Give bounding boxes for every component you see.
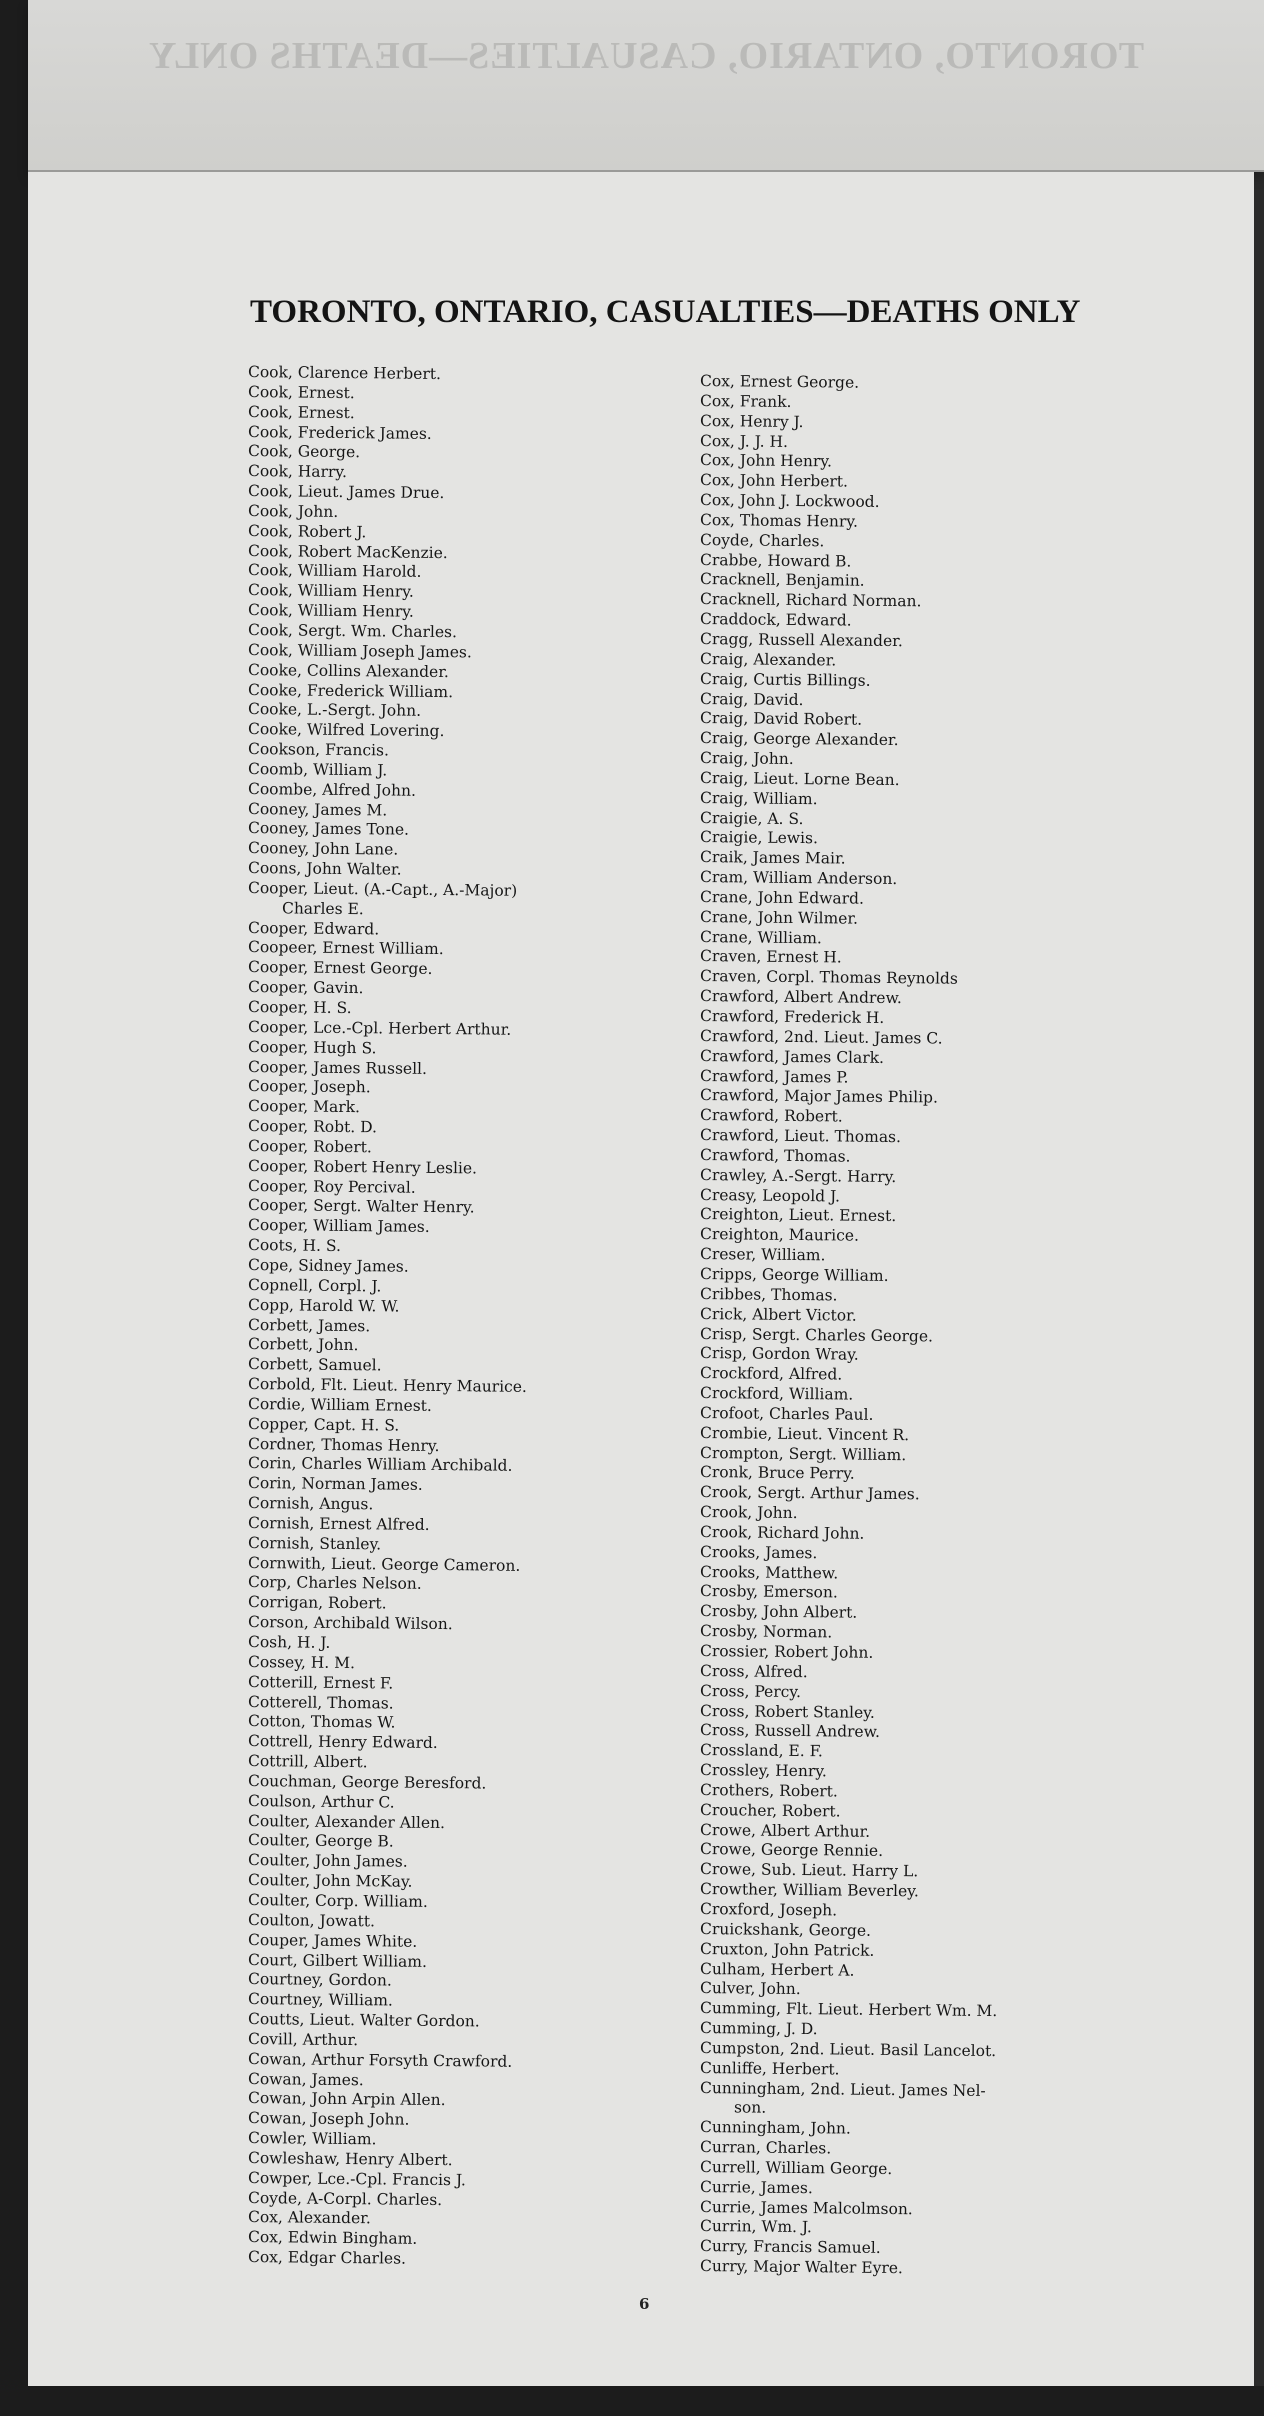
casualty-entry: Crook, Sergt. Arthur James. xyxy=(699,1483,920,1504)
casualty-entry: Coomb, William J. xyxy=(247,759,388,780)
casualty-entry: Cowler, William. xyxy=(247,2129,377,2149)
casualty-entry: Craig, John. xyxy=(699,749,794,769)
casualty-entry: Cook, Sergt. Wm. Charles. xyxy=(247,620,458,642)
casualty-entry: Crane, William. xyxy=(699,927,822,947)
casualty-entry: Crossley, Henry. xyxy=(699,1761,828,1781)
casualty-entry: Coulter, John McKay. xyxy=(247,1871,413,1891)
casualty-entry: Cox, John Herbert. xyxy=(699,471,849,491)
casualty-entry: Cox, Edwin Bingham. xyxy=(247,2228,418,2249)
casualty-entry: Cunningham, John. xyxy=(699,2118,851,2138)
casualty-entry: Cooke, L.-Sergt. John. xyxy=(247,700,422,721)
casualty-entry: Cumming, J. D. xyxy=(699,2019,818,2039)
casualty-entry: Cunningham, 2nd. Lieut. James Nel- xyxy=(699,2078,986,2100)
casualty-entry: Crawford, 2nd. Lieut. James C. xyxy=(699,1026,943,1048)
casualty-entry: Cook, William Henry. xyxy=(247,581,414,602)
casualty-entry: Covill, Arthur. xyxy=(247,2029,359,2050)
casualty-entry: Curry, Major Walter Eyre. xyxy=(699,2257,903,2278)
casualty-entry: Crosby, Emerson. xyxy=(699,1582,838,1602)
casualty-entry: Crabbe, Howard B. xyxy=(699,550,852,571)
casualty-entry: Cooper, James Russell. xyxy=(247,1057,428,1078)
casualty-entry: Corbett, James. xyxy=(247,1315,371,1335)
casualty-entry: Cowan, John Arpin Allen. xyxy=(247,2089,446,2110)
casualty-entry: Cooper, Lce.-Cpl. Herbert Arthur. xyxy=(247,1017,512,1039)
casualty-entry: Crawford, Frederick H. xyxy=(699,1007,885,1027)
name-column-left xyxy=(248,363,708,2268)
bleed-through-title: TORONTO, ONTARIO, CASUALTIES—DEATHS ONLY xyxy=(147,35,1145,77)
casualty-entry: Cornish, Ernest Alfred. xyxy=(247,1513,430,1534)
casualty-entry: Cornwith, Lieut. George Cameron. xyxy=(247,1553,521,1575)
casualty-entry: Cowan, Arthur Forsyth Crawford. xyxy=(247,2049,513,2071)
casualty-entry: Cottrill, Albert. xyxy=(247,1752,368,1772)
casualty-entry: Cram, William Anderson. xyxy=(699,868,898,889)
casualty-entry: Craven, Corpl. Thomas Reynolds xyxy=(699,967,958,989)
casualty-entry: Crawford, James P. xyxy=(699,1066,849,1087)
casualty-entry: Cooper, Edward. xyxy=(247,918,380,938)
casualty-entry: Corson, Archibald Wilson. xyxy=(247,1613,453,1634)
casualty-entry: Craig, George Alexander. xyxy=(699,729,899,750)
casualty-entry: Coots, H. S. xyxy=(247,1236,342,1256)
casualty-entry: Cordie, William Ernest. xyxy=(247,1394,432,1415)
casualty-entry: Cook, John. xyxy=(247,501,339,521)
casualty-entry: Cook, Clarence Herbert. xyxy=(247,363,442,384)
casualty-entry: Crawford, Robert. xyxy=(699,1106,843,1126)
casualty-entry: Cox, John Henry. xyxy=(699,451,833,471)
casualty-entry: Cox, J. J. H. xyxy=(699,431,789,451)
casualty-entry: Crooks, James. xyxy=(699,1542,818,1563)
casualty-entry: Creasy, Leopold J. xyxy=(699,1185,841,1206)
casualty-entry: Creser, William. xyxy=(699,1245,826,1265)
casualty-entry: Cooper, Robert Henry Leslie. xyxy=(247,1156,478,1178)
casualty-entry: Cross, Alfred. xyxy=(699,1661,808,1681)
casualty-entry: Crook, John. xyxy=(699,1503,798,1523)
casualty-entry: Crick, Albert Victor. xyxy=(699,1304,857,1325)
casualty-entry: Cowleshaw, Henry Albert. xyxy=(247,2148,453,2170)
casualty-entry: Cox, John J. Lockwood. xyxy=(699,491,880,511)
casualty-entry: Crawford, Lieut. Thomas. xyxy=(699,1126,902,1147)
casualty-entry: Cooney, John Lane. xyxy=(247,839,399,859)
casualty-entry: Cracknell, Benjamin. xyxy=(699,570,865,591)
casualty-entry: Cross, Percy. xyxy=(699,1681,802,1701)
casualty-entry: Cooper, Ernest George. xyxy=(247,958,433,979)
casualty-entry: Cope, Sidney James. xyxy=(247,1255,409,1276)
casualty-entry: Craig, Curtis Billings. xyxy=(699,669,871,690)
scan-border-bottom xyxy=(0,2386,1264,2416)
casualty-entry: Copp, Harold W. W. xyxy=(247,1295,400,1316)
casualty-entry: Coulter, Corp. William. xyxy=(247,1890,428,1911)
casualty-entry: Cruxton, John Patrick. xyxy=(699,1939,875,1960)
casualty-entry: Corbett, Samuel. xyxy=(247,1355,382,1375)
casualty-entry: Cracknell, Richard Norman. xyxy=(699,590,922,611)
casualty-entry: Cox, Alexander. xyxy=(247,2208,371,2228)
casualty-entry: Crowe, Sub. Lieut. Harry L. xyxy=(699,1860,919,1881)
casualty-entry: Cooper, Sergt. Walter Henry. xyxy=(247,1196,475,1217)
casualty-entry: Curry, Francis Samuel. xyxy=(699,2237,881,2258)
casualty-entry: Corin, Norman James. xyxy=(247,1474,423,1495)
casualty-entry: Cox, Frank. xyxy=(699,391,792,411)
casualty-entry: Coulton, Jowatt. xyxy=(247,1910,376,1931)
casualty-entry: Cookson, Francis. xyxy=(247,740,390,760)
casualty-entry: Cooper, Joseph. xyxy=(247,1077,371,1097)
casualty-entry: Cooper, H. S. xyxy=(247,998,352,1018)
casualty-entry: Cowan, James. xyxy=(247,2069,364,2089)
casualty-entry: Coulter, Alexander Allen. xyxy=(247,1811,446,1832)
casualty-entry: Courtney, William. xyxy=(247,1990,393,2010)
casualty-entry: Coulson, Arthur C. xyxy=(247,1791,395,1812)
scan-border-left xyxy=(0,0,28,2416)
casualty-entry: Curran, Charles. xyxy=(699,2138,832,2158)
casualty-entry: Crisp, Gordon Wray. xyxy=(699,1344,859,1365)
casualty-entry: Coyde, A-Corpl. Charles. xyxy=(247,2188,443,2209)
casualty-entry: Corrigan, Robert. xyxy=(247,1593,387,1613)
casualty-entry: Crawley, A.-Sergt. Harry. xyxy=(699,1165,897,1186)
casualty-entry: Cooper, Robert. xyxy=(247,1136,372,1157)
casualty-entry: Cook, Frederick James. xyxy=(247,422,432,443)
casualty-entry: Crawford, Albert Andrew. xyxy=(699,987,902,1008)
casualty-entry: Coulter, George B. xyxy=(247,1831,394,1851)
casualty-entry: Corbold, Flt. Lieut. Henry Maurice. xyxy=(247,1375,527,1396)
casualty-entry: Cornish, Stanley. xyxy=(247,1533,382,1554)
casualty-entry: Cosh, H. J. xyxy=(247,1633,331,1652)
casualty-entry: Crombie, Lieut. Vincent R. xyxy=(699,1423,910,1444)
casualty-entry: Crawford, Thomas. xyxy=(699,1145,851,1166)
casualty-entry: Currie, James Malcolmson. xyxy=(699,2197,913,2218)
casualty-entry: Cooke, Wilfred Lovering. xyxy=(247,720,445,741)
casualty-entry: Coulter, John James. xyxy=(247,1851,408,1871)
casualty-entry: Cooper, Hugh S. xyxy=(247,1037,377,1058)
casualty-entry: Cunliffe, Herbert. xyxy=(699,2058,840,2079)
casualty-entry: Cox, Edgar Charles. xyxy=(247,2248,407,2268)
casualty-entry: Crossland, E. F. xyxy=(699,1741,824,1761)
casualty-entry: Currin, Wm. J. xyxy=(699,2217,812,2237)
casualty-entry: Craigie, A. S. xyxy=(699,808,804,828)
casualty-entry: Coombe, Alfred John. xyxy=(247,779,417,800)
casualty-entry: Cooney, James Tone. xyxy=(247,819,410,840)
casualty-entry: Cragg, Russell Alexander. xyxy=(699,629,903,651)
casualty-entry: Coons, John Walter. xyxy=(247,859,402,879)
casualty-entry: Copper, Capt. H. S. xyxy=(247,1414,400,1435)
page-title: TORONTO, ONTARIO, CASUALTIES—DEATHS ONLY xyxy=(250,294,1081,330)
casualty-entry: Cook, Lieut. James Drue. xyxy=(247,482,445,503)
casualty-entry: Cook, Robert MacKenzie. xyxy=(247,541,448,562)
casualty-entry: Cooper, Lieut. (A.-Capt., A.-Major) xyxy=(247,878,518,900)
casualty-entry: Craddock, Edward. xyxy=(699,610,852,630)
casualty-entry: Crockford, Alfred. xyxy=(699,1364,843,1384)
casualty-entry: Corbett, John. xyxy=(247,1335,359,1355)
casualty-entry: Cowan, Joseph John. xyxy=(247,2109,410,2129)
casualty-entry: Crofoot, Charles Paul. xyxy=(699,1403,874,1424)
casualty-entry: Crooks, Matthew. xyxy=(699,1562,839,1583)
casualty-entry: Craig, Alexander. xyxy=(699,649,837,670)
casualty-entry: Cossey, H. M. xyxy=(247,1652,356,1672)
casualty-entry: Cumming, Flt. Lieut. Herbert Wm. M. xyxy=(699,1999,998,2021)
casualty-entry: Craven, Ernest H. xyxy=(699,947,842,967)
casualty-entry: Coyde, Charles. xyxy=(699,530,825,551)
name-column-right xyxy=(700,372,1220,2277)
casualty-entry: Croxford, Joseph. xyxy=(699,1899,838,1920)
casualty-entry: Cornish, Angus. xyxy=(247,1494,374,1514)
casualty-entry: Copnell, Corpl. J. xyxy=(247,1275,382,1296)
casualty-entry: Cripps, George William. xyxy=(699,1264,889,1285)
casualty-entry: Currie, James. xyxy=(699,2177,813,2197)
casualty-entry: Crosby, John Albert. xyxy=(699,1602,858,1622)
casualty-entry: Cox, Thomas Henry. xyxy=(699,510,859,531)
casualty-entry: Charles E. xyxy=(281,899,364,918)
casualty-entry: Couper, James White. xyxy=(247,1930,418,1951)
casualty-entry: Creighton, Lieut. Ernest. xyxy=(699,1205,897,1226)
casualty-entry: Cooper, William James. xyxy=(247,1216,430,1237)
casualty-entry: Cross, Robert Stanley. xyxy=(699,1701,875,1722)
casualty-entry: Cotterill, Ernest F. xyxy=(247,1672,394,1693)
casualty-entry: Cooper, Gavin. xyxy=(247,978,364,998)
casualty-entry: Cordner, Thomas Henry. xyxy=(247,1434,440,1455)
casualty-entry: Cook, Ernest. xyxy=(247,402,355,422)
casualty-entry: Craig, William. xyxy=(699,788,818,808)
casualty-entry: Craig, David. xyxy=(699,689,804,709)
casualty-entry: Craik, James Mair. xyxy=(699,848,846,868)
casualty-entry: Culver, John. xyxy=(699,1979,801,1999)
casualty-entry: Crook, Richard John. xyxy=(699,1522,865,1543)
casualty-entry: Cook, George. xyxy=(247,442,361,462)
casualty-entry: Courtney, Gordon. xyxy=(247,1970,392,1990)
casualty-entry: Croucher, Robert. xyxy=(699,1800,841,1821)
casualty-entry: Crawford, Major James Philip. xyxy=(699,1086,939,1107)
casualty-entry: Crompton, Sergt. William. xyxy=(699,1443,907,1464)
casualty-entry: Cook, William Henry. xyxy=(247,601,414,621)
casualty-entry: Cook, Harry. xyxy=(247,462,348,482)
casualty-entry: Corin, Charles William Archibald. xyxy=(247,1454,513,1476)
casualty-entry: Cook, Robert J. xyxy=(247,521,367,541)
casualty-entry: Crockford, William. xyxy=(699,1384,854,1404)
casualty-entry: Crane, John Edward. xyxy=(699,887,865,908)
casualty-entry: Cooper, Robt. D. xyxy=(247,1117,378,1137)
casualty-entry: Cox, Henry J. xyxy=(699,411,804,431)
casualty-entry: Cronk, Bruce Perry. xyxy=(699,1463,855,1484)
casualty-entry: Corp, Charles Nelson. xyxy=(247,1573,422,1594)
casualty-entry: Cowper, Lce.-Cpl. Francis J. xyxy=(247,2168,466,2190)
casualty-entry: son. xyxy=(733,2098,767,2118)
document-page xyxy=(28,172,1254,2386)
casualty-entry: Cumpston, 2nd. Lieut. Basil Lancelot. xyxy=(699,2038,997,2060)
casualty-entry: Cooke, Frederick William. xyxy=(247,680,454,701)
casualty-entry: Cox, Ernest George. xyxy=(699,372,860,392)
casualty-entry: Craigie, Lewis. xyxy=(699,828,819,848)
casualty-entry: Crowther, William Beverley. xyxy=(699,1880,919,1901)
casualty-entry: Cruickshank, George. xyxy=(699,1919,872,1940)
casualty-entry: Cribbes, Thomas. xyxy=(699,1284,838,1305)
casualty-entry: Cross, Russell Andrew. xyxy=(699,1721,881,1742)
casualty-entry: Cooke, Collins Alexander. xyxy=(247,660,449,681)
casualty-entry: Crane, John Wilmer. xyxy=(699,907,859,928)
casualty-entry: Creighton, Maurice. xyxy=(699,1225,860,1245)
casualty-entry: Culham, Herbert A. xyxy=(699,1959,855,1980)
casualty-entry: Coutts, Lieut. Walter Gordon. xyxy=(247,2010,480,2031)
casualty-entry: Cook, Ernest. xyxy=(247,382,355,402)
casualty-entry: Crowe, Albert Arthur. xyxy=(699,1820,871,1841)
casualty-entry: Crosby, Norman. xyxy=(699,1622,833,1642)
casualty-entry: Cook, William Harold. xyxy=(247,561,422,582)
casualty-entry: Cooper, Mark. xyxy=(247,1097,361,1117)
casualty-entry: Coopeer, Ernest William. xyxy=(247,938,444,959)
casualty-entry: Cooper, Roy Percival. xyxy=(247,1176,416,1197)
page-number: 6 xyxy=(639,2295,650,2313)
casualty-entry: Cotton, Thomas W. xyxy=(247,1712,396,1732)
casualty-entry: Crowe, George Rennie. xyxy=(699,1840,884,1861)
casualty-entry: Cottrell, Henry Edward. xyxy=(247,1732,438,1753)
casualty-entry: Crisp, Sergt. Charles George. xyxy=(699,1324,934,1345)
casualty-entry: Cook, William Joseph James. xyxy=(247,640,472,662)
casualty-entry: Cotterell, Thomas. xyxy=(247,1692,394,1713)
casualty-entry: Crawford, James Clark. xyxy=(699,1046,885,1067)
casualty-entry: Craig, Lieut. Lorne Bean. xyxy=(699,768,900,789)
casualty-entry: Currell, William George. xyxy=(699,2157,893,2178)
previous-page-flap xyxy=(28,0,1264,172)
casualty-entry: Court, Gilbert William. xyxy=(247,1950,428,1971)
casualty-entry: Cooney, James M. xyxy=(247,799,388,820)
casualty-entry: Couchman, George Beresford. xyxy=(247,1771,487,1793)
casualty-entry: Crothers, Robert. xyxy=(699,1780,838,1801)
casualty-entry: Craig, David Robert. xyxy=(699,709,863,730)
casualty-entry: Crossier, Robert John. xyxy=(699,1642,874,1662)
